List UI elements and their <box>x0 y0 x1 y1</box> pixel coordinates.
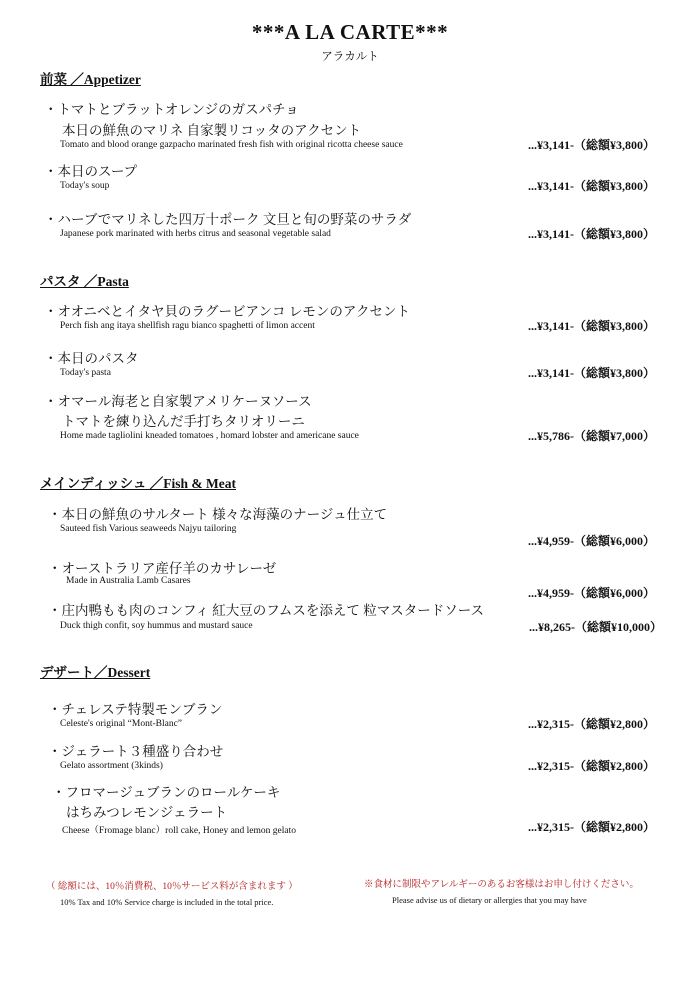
menu-item-jp: ・オーストラリア産仔羊のカサレーゼ <box>48 561 277 576</box>
menu-item-price: ...¥4,959-（総額¥6,000） <box>528 586 655 600</box>
menu-item-jp-line2: 本日の鮮魚のマリネ 自家製リコッタのアクセント <box>62 123 362 138</box>
menu-item-price: ...¥2,315-（総額¥2,800） <box>528 759 655 773</box>
menu-item-jp: ・本日の鮮魚のサルタート 様々な海藻のナージュ仕立て <box>48 507 388 522</box>
menu-item-en: Perch fish ang itaya shellfish ragu bianco spaghetti of limon accent <box>60 321 315 331</box>
section-heading-main: メインディッシュ ／Fish & Meat <box>40 476 236 491</box>
menu-item-jp: ・トマトとブラットオレンジのガスパチョ <box>44 102 299 117</box>
section-heading-pasta: パスタ ／Pasta <box>40 274 129 289</box>
menu-title: ***A LA CARTE*** <box>251 20 449 44</box>
menu-item-en: Celeste's original “Mont-Blanc” <box>60 719 183 729</box>
menu-item-en: Japanese pork marinated with herbs citrus and seasonal vegetable salad <box>60 229 331 239</box>
menu-item-jp: ・ハーブでマリネした四万十ポーク 文旦と旬の野菜のサラダ <box>44 212 412 227</box>
allergy-note-jp: ※食材に制限やアレルギーのあるお客様はお申し付けください。 <box>364 880 639 890</box>
menu-item-price: ...¥5,786-（総額¥7,000） <box>528 429 655 443</box>
menu-item-jp: ・庄内鴨もも肉のコンフィ 紅大豆のフムスを添えて 粒マスタードソース <box>48 603 485 618</box>
menu-item-jp: ・チェレステ特製モンブラン <box>48 702 223 717</box>
menu-subtitle: アラカルト <box>321 51 379 63</box>
menu-item-jp-line2: はちみつレモンジェラート <box>66 805 228 820</box>
menu-item-en: Today's pasta <box>60 368 111 378</box>
tax-note-jp: （ 総額には、10％消費税、10％サービス料が含まれます ） <box>46 882 298 892</box>
menu-item-jp: ・ジェラート３種盛り合わせ <box>48 744 224 759</box>
menu-item-en: Today's soup <box>60 181 110 191</box>
menu-item-price: ...¥2,315-（総額¥2,800） <box>528 717 655 731</box>
menu-item-jp: ・フロマージュブランのロールケーキ <box>52 785 281 800</box>
menu-item-price: ...¥4,959-（総額¥6,000） <box>528 534 655 548</box>
menu-item-price: ...¥8,265-（総額¥10,000） <box>529 620 662 634</box>
menu-item-en: Gelato assortment (3kinds) <box>60 761 163 771</box>
menu-item-en: Home made tagliolini kneaded tomatoes , homard lobster and americane sauce <box>60 431 359 441</box>
menu-item-en: Duck thigh confit, soy hummus and mustard sauce <box>60 621 253 631</box>
menu-item-price: ...¥3,141-（総額¥3,800） <box>528 319 655 333</box>
menu-item-jp: ・オオニベとイタヤ貝のラグービアンコ レモンのアクセント <box>44 304 410 319</box>
menu-item-price: ...¥3,141-（総額¥3,800） <box>528 366 655 380</box>
menu-item-en: Sauteed fish Various seaweeds Najyu tailoring <box>60 524 237 534</box>
menu-item-price: ...¥2,315-（総額¥2,800） <box>528 820 655 834</box>
menu-item-price: ...¥3,141-（総額¥3,800） <box>528 227 655 241</box>
menu-item-en: Cheese（Fromage blanc）roll cake, Honey and lemon gelato <box>62 826 296 836</box>
allergy-note-en: Please advise us of dietary or allergies that you may have <box>392 895 587 905</box>
menu-item-price: ...¥3,141-（総額¥3,800） <box>528 179 655 193</box>
menu-item-price: ...¥3,141-（総額¥3,800） <box>528 138 655 152</box>
menu-item-en: Made in Australia Lamb Casares <box>66 576 191 586</box>
tax-note-en: 10% Tax and 10% Service charge is included in the total price. <box>60 897 274 907</box>
menu-item-jp: ・オマール海老と自家製アメリケーヌソース <box>44 394 312 409</box>
menu-item-jp-line2: トマトを練り込んだ手打ちタリオリーニ <box>62 414 305 429</box>
menu-item-jp: ・本日のスープ <box>44 164 138 179</box>
section-heading-appetizer: 前菜 ／Appetizer <box>40 72 141 87</box>
menu-item-en: Tomato and blood orange gazpacho marinated fresh fish with original ricotta cheese sauce <box>60 140 403 150</box>
section-heading-dessert: デザート／Dessert <box>40 665 151 680</box>
menu-item-jp: ・本日のパスタ <box>44 351 139 366</box>
